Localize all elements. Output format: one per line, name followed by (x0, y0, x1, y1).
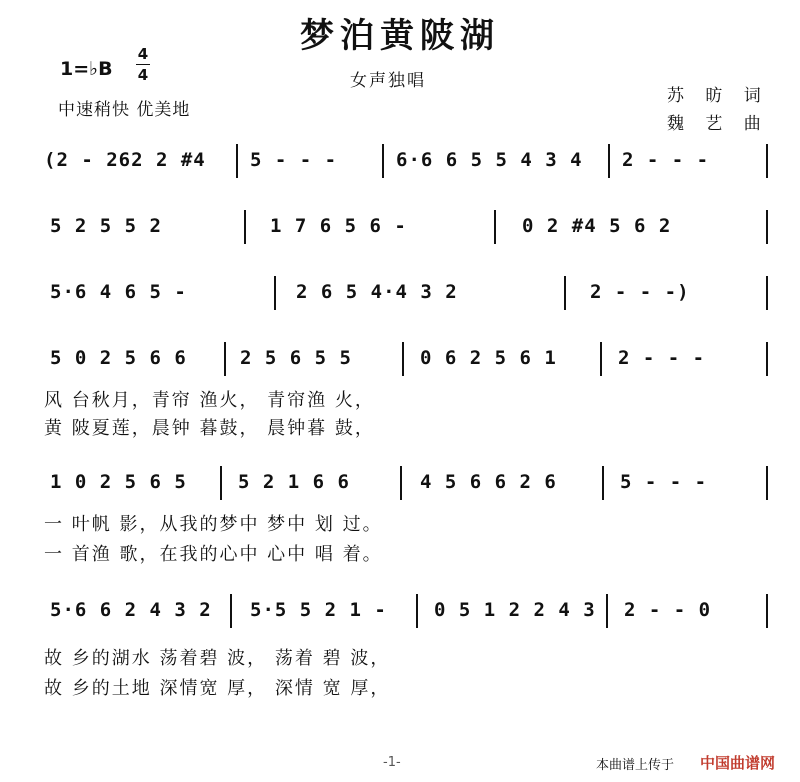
measure: 0 6 2 5 6 1 (420, 347, 557, 369)
measure: 1 7 6 5 6 - (270, 215, 407, 237)
measure: 0 5 1 2 2 4 3 (434, 599, 596, 621)
site-logo: 中国曲谱网 (700, 754, 776, 772)
measure: 5 - - - (250, 149, 338, 171)
lyric-verse-1: 故 乡的湖水 荡着碧 波， 荡着 碧 波， (44, 648, 391, 669)
upload-note: 本曲谱上传于 (596, 758, 675, 773)
measure: 2 - - 0 (624, 599, 712, 621)
staff-system-6 (44, 590, 774, 630)
lyric-verse-2: 一 首渔 歌，在我的心中 心中 唱 着。 (44, 544, 383, 565)
performance-type: 女声独唱 (350, 71, 426, 91)
measure: 5·5 5 2 1 - (250, 599, 387, 621)
time-signature-bottom: 4 (137, 66, 149, 84)
measure: 2 - - -) (590, 281, 690, 303)
measure: 2 - - - (618, 347, 706, 369)
tempo-marking: 中速稍快 优美地 (58, 100, 191, 120)
staff-system-4 (44, 338, 774, 378)
measure: 5·6 6 2 4 3 2 (50, 599, 212, 621)
lyric-verse-2: 黄 陂夏莲，晨钟 暮鼓， 晨钟暮 鼓， (44, 418, 375, 439)
measure: 1 0 2 5 6 5 (50, 471, 187, 493)
measure: 5 0 2 5 6 6 (50, 347, 187, 369)
key-signature: 1=♭B (60, 58, 113, 80)
measure: 2 6 5 4·4 3 2 (296, 281, 458, 303)
measure: 2 - - - (622, 149, 710, 171)
composer-credit: 魏 艺 曲 (667, 114, 769, 134)
measure: 5 - - - (620, 471, 708, 493)
lyric-verse-1: 一 叶帆 影，从我的梦中 梦中 划 过。 (44, 514, 383, 535)
measure: 5·6 4 6 5 - (50, 281, 187, 303)
time-signature (136, 44, 150, 85)
staff-system-5 (44, 462, 774, 502)
lyric-verse-2: 故 乡的土地 深情宽 厚， 深情 宽 厚， (44, 678, 391, 699)
measure: 4 5 6 6 2 6 (420, 471, 557, 493)
measure: 5 2 1 6 6 (238, 471, 350, 493)
staff-system-3 (44, 272, 774, 312)
measure: (2 - 262 2 #4 (44, 149, 206, 171)
measure: 2 5 6 5 5 (240, 347, 352, 369)
staff-system-1 (44, 140, 774, 180)
staff-system-2 (44, 206, 774, 246)
lyric-verse-1: 风 台秋月，青帘 渔火， 青帘渔 火， (44, 390, 375, 411)
measure: 0 2 #4 5 6 2 (522, 215, 672, 237)
lyricist-credit: 苏 昉 词 (667, 86, 769, 106)
measure: 6·6 6 5 5 4 3 4 (396, 149, 583, 171)
time-signature-top: 4 (137, 45, 149, 63)
page-number: -1- (383, 755, 401, 770)
song-title: 梦泊黄陂湖 (300, 16, 500, 56)
measure: 5 2 5 5 2 (50, 215, 162, 237)
